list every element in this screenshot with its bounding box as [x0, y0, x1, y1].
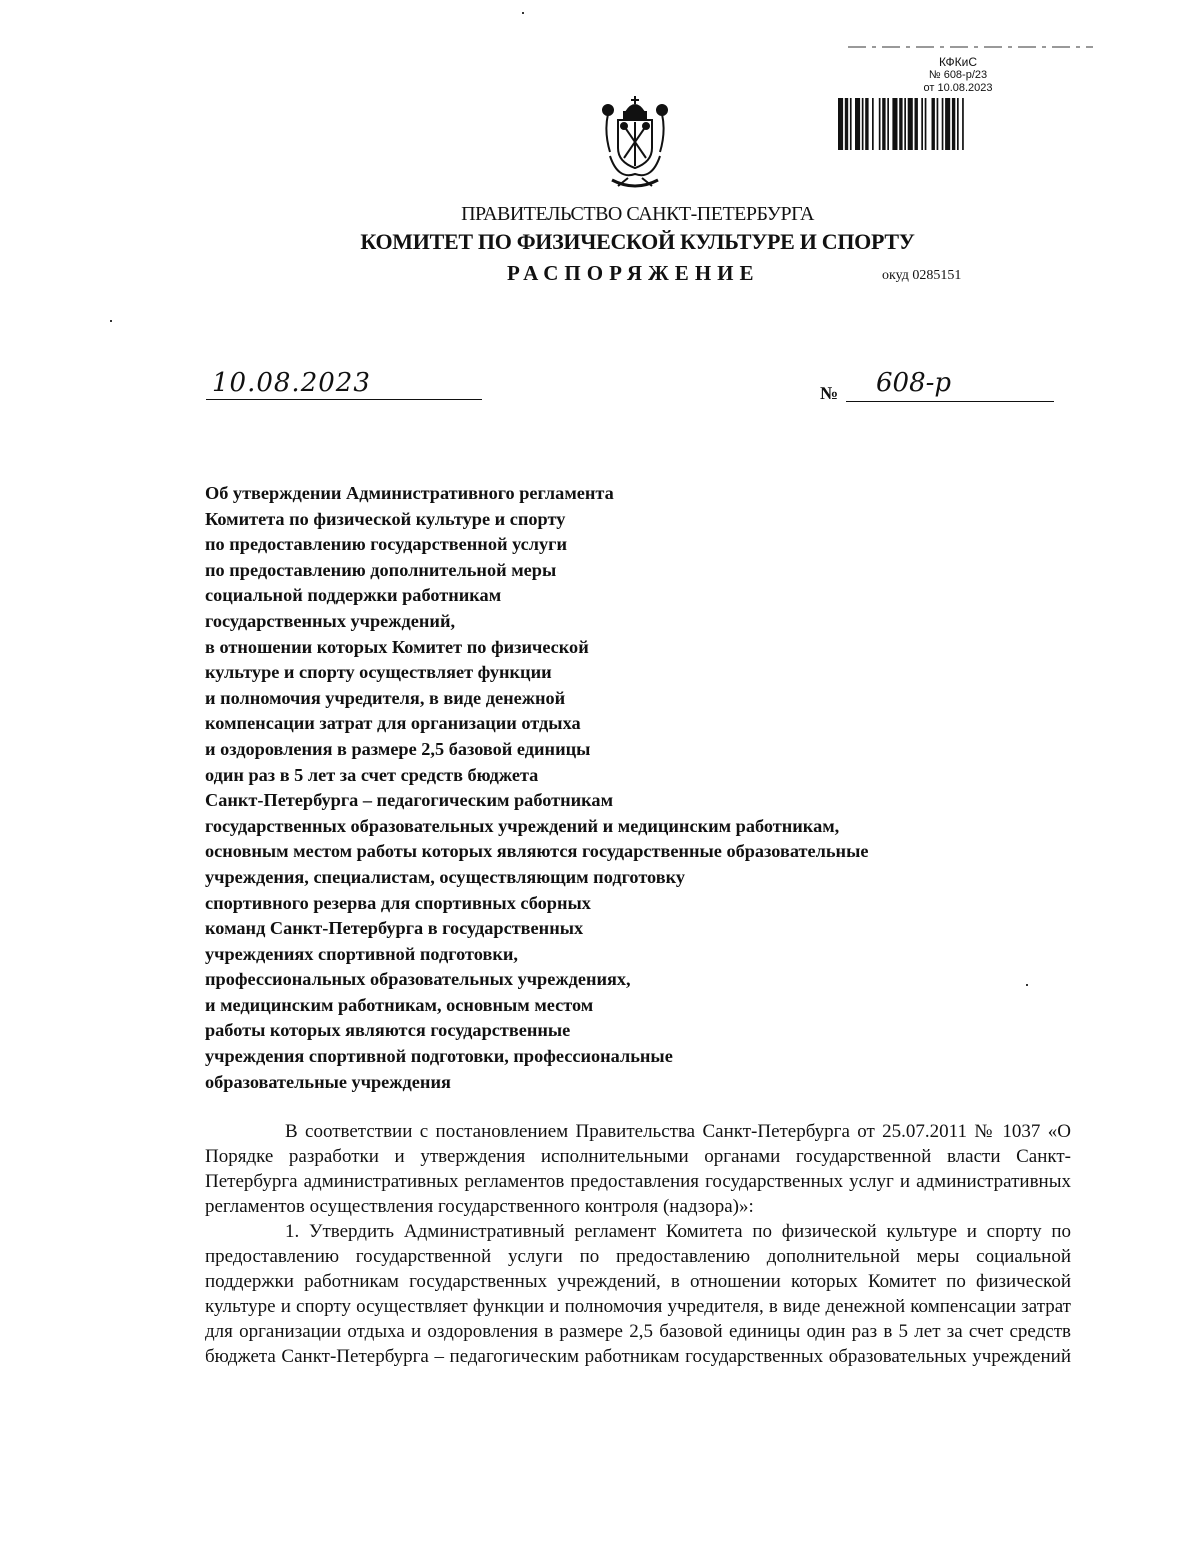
title-line: по предоставлению государственной услуги — [205, 534, 567, 555]
registration-stamp — [838, 44, 1098, 154]
handwritten-date: 10.08.2023 — [212, 368, 371, 398]
number-label: № — [820, 383, 839, 403]
okud-code: окуд 0285151 — [882, 268, 962, 283]
title-line: Об утверждении Административного регламента — [205, 483, 614, 503]
barcode — [838, 98, 1014, 150]
title-line: государственных учреждений, — [205, 610, 456, 631]
title-line: образовательные учреждения — [205, 1071, 451, 1092]
title-line: один раз в 5 лет за счет средств бюджета — [205, 764, 539, 785]
title-line: профессиональных образовательных учреждениях, — [205, 969, 631, 990]
title-line: учреждения, специалистам, осуществляющим подготовку — [205, 866, 686, 887]
title-line: государственных образовательных учреждений и медицинским работникам, — [205, 815, 840, 836]
committee-name: КОМИТЕТ ПО ФИЗИЧЕСКОЙ КУЛЬТУРЕ И СПОРТУ — [360, 229, 915, 254]
title-line: и оздоровления в размере 2,5 базовой единицы — [205, 738, 591, 759]
document-title — [205, 481, 1085, 1095]
preamble-paragraph: В соответствии с постановлением Правительства Санкт-Петербурга от 25.07.2011 № 1037 «О Порядке разработки и утверждения исполнительными органами государственной власти Санкт-Петербурга административных регламентов предоставления государственных услуг и административных регламентов осуществления государственного контроля (надзора)»: — [205, 1121, 1071, 1217]
title-line: компенсации затрат для организации отдыха — [205, 713, 581, 734]
handwritten-number: 608-р — [876, 368, 952, 398]
title-line: и медицинским работникам, основным местом — [205, 994, 594, 1015]
title-line: в отношении которых Комитет по физической — [205, 636, 589, 657]
title-line: учреждения спортивной подготовки, профессиональные — [205, 1046, 673, 1067]
document-type: РАСПОРЯЖЕНИЕ — [507, 261, 760, 285]
government-name: ПРАВИТЕЛЬСТВО САНКТ-ПЕТЕРБУРГА — [461, 203, 814, 225]
scan-speck — [1026, 984, 1028, 986]
title-line: учреждениях спортивной подготовки, — [205, 943, 518, 964]
number-underline — [846, 401, 1054, 402]
date-underline — [206, 399, 482, 400]
scan-speck — [522, 12, 524, 14]
coat-of-arms-emblem — [598, 92, 672, 192]
stamp-dashed-line — [838, 44, 1098, 50]
title-line: основным местом работы которых являются государственные образовательные — [205, 841, 869, 862]
scan-speck — [110, 320, 112, 322]
title-line: по предоставлению дополнительной меры — [205, 559, 557, 580]
item-1-paragraph: 1. Утвердить Административный регламент Комитета по физической культуре и спорту по предоставлению государственной услуги по предоставлению дополнительной меры социальной поддержки работникам государственных учреждений, в отношении которых Комитет по физической культуре и спорту осуществляет функции и полномочия учредителя, в виде денежной компенсации затрат для организации отдыха и оздоровления в размере 2,5 базовой единицы один раз в 5 лет за счет средств бюджета Санкт-Петербурга – педагогическим работникам государственных образовательных учреждений — [205, 1221, 1071, 1367]
title-line: социальной поддержки работникам — [205, 585, 502, 606]
stamp-reg-number: № 608-р/23 — [928, 69, 988, 81]
stamp-org: КФКиС — [938, 55, 978, 69]
title-line: и полномочия учредителя, в виде денежной — [205, 687, 566, 708]
document-body — [205, 1119, 1071, 1369]
title-line: Комитета по физической культуре и спорту — [205, 508, 566, 529]
title-line: спортивного резерва для спортивных сборных — [205, 892, 591, 913]
title-line: работы которых являются государственные — [205, 1020, 571, 1041]
title-line: культуре и спорту осуществляет функции — [205, 662, 552, 683]
title-line: команд Санкт-Петербурга в государственных — [205, 918, 584, 939]
title-line: Санкт-Петербурга – педагогическим работникам — [205, 790, 614, 811]
stamp-reg-date: от 10.08.2023 — [923, 82, 993, 94]
